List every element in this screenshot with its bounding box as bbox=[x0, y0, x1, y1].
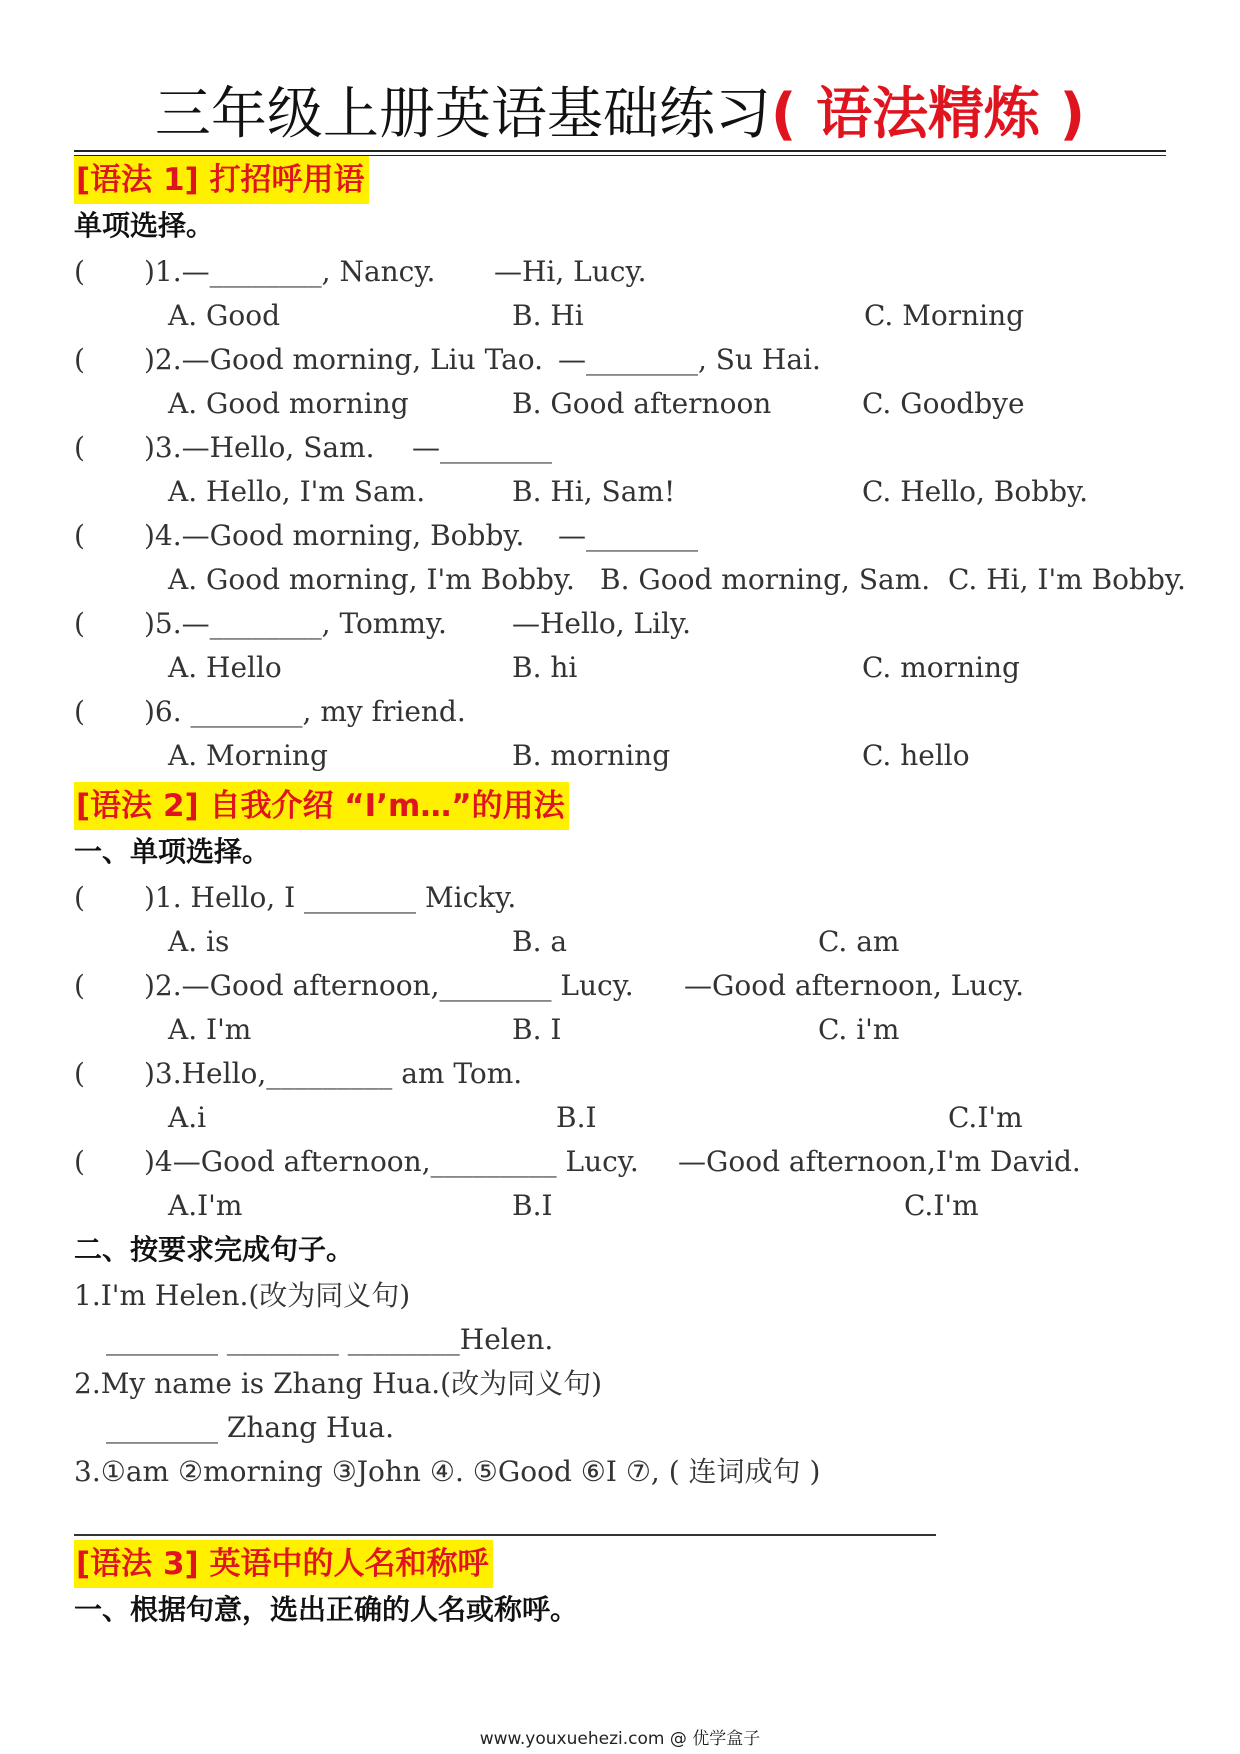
section-2-heading: [语法 2] 自我介绍 “I’m…”的用法 bbox=[74, 782, 569, 830]
q6-option-a: A. Morning bbox=[168, 739, 328, 772]
q2-paren: ( bbox=[74, 343, 85, 376]
q5-option-a: A. Hello bbox=[168, 651, 282, 684]
title-accent: ( 语法精炼 ) bbox=[770, 82, 1086, 147]
q1-paren: ( bbox=[74, 255, 85, 288]
s2-q3-paren: ( bbox=[74, 1057, 85, 1090]
s2-q4-option-a: A.I'm bbox=[168, 1189, 243, 1222]
title-underline bbox=[74, 150, 1166, 152]
s2-q1-option-a: A. is bbox=[168, 925, 230, 958]
q3-option-b: B. Hi, Sam! bbox=[512, 475, 676, 508]
q5-option-c: C. morning bbox=[862, 651, 1020, 684]
s2-q2-paren: ( bbox=[74, 969, 85, 1002]
exercise-3-prompt: 3.①am ②morning ③John ④. ⑤Good ⑥I ⑦, ( 连词成句 ) bbox=[74, 1455, 821, 1488]
exercise-1-prompt: 1.I'm Helen.(改为同义句) bbox=[74, 1279, 411, 1312]
footer-watermark: www.youxuehezi.com @ 优学盒子 bbox=[479, 1729, 761, 1749]
s2-q1-option-b: B. a bbox=[512, 925, 568, 958]
section-1-instruction: 单项选择。 bbox=[74, 209, 215, 242]
s2-q4-option-b: B.I bbox=[512, 1189, 553, 1222]
section-3-heading: [语法 3] 英语中的人名和称呼 bbox=[74, 1540, 493, 1588]
s2-q1-paren: ( bbox=[74, 881, 85, 914]
q3-paren: ( bbox=[74, 431, 85, 464]
s2-q3-option-c: C.I'm bbox=[948, 1101, 1023, 1134]
answer-line bbox=[74, 1534, 936, 1536]
q1-option-a: A. Good bbox=[168, 299, 281, 332]
q4-paren: ( bbox=[74, 519, 85, 552]
s2-q4-reply: —Good afternoon,I'm David. bbox=[678, 1145, 1081, 1178]
q5-paren: ( bbox=[74, 607, 85, 640]
section-1-heading: [语法 1] 打招呼用语 bbox=[74, 156, 369, 204]
s2-q2-option-c: C. i'm bbox=[818, 1013, 900, 1046]
q1-option-c: C. Morning bbox=[864, 299, 1025, 332]
section-3-part-1: 一、根据句意，选出正确的人名或称呼。 bbox=[74, 1593, 579, 1626]
q5-stem: )5.—________, Tommy. bbox=[144, 607, 447, 640]
q2-stem: )2.—Good morning, Liu Tao. bbox=[144, 343, 544, 376]
section-2-part-2: 二、按要求完成句子。 bbox=[74, 1233, 355, 1266]
q5-reply: —Hello, Lily. bbox=[512, 607, 692, 640]
q5-option-b: B. hi bbox=[512, 651, 578, 684]
s2-q3-stem: )3.Hello,_________ am Tom. bbox=[144, 1057, 523, 1090]
q2-option-b: B. Good afternoon bbox=[512, 387, 772, 420]
q3-option-c: C. Hello, Bobby. bbox=[862, 475, 1089, 508]
q1-option-b: B. Hi bbox=[512, 299, 584, 332]
s2-q3-option-a: A.i bbox=[168, 1101, 207, 1134]
q1-stem: )1.—________, Nancy. bbox=[144, 255, 436, 288]
q4-option-a: A. Good morning, I'm Bobby. bbox=[168, 563, 575, 596]
q6-option-c: C. hello bbox=[862, 739, 970, 772]
q4-option-b: B. Good morning, Sam. bbox=[600, 563, 931, 596]
s2-q1-option-c: C. am bbox=[818, 925, 900, 958]
title-main: 三年级上册英语基础练习 bbox=[154, 82, 771, 147]
q6-stem: )6. ________, my friend. bbox=[144, 695, 466, 728]
q4-option-c: C. Hi, I'm Bobby. bbox=[948, 563, 1186, 596]
s2-q2-option-a: A. I'm bbox=[168, 1013, 252, 1046]
exercise-2-prompt: 2.My name is Zhang Hua.(改为同义句) bbox=[74, 1367, 603, 1400]
worksheet-title bbox=[0, 80, 1240, 150]
s2-q4-paren: ( bbox=[74, 1145, 85, 1178]
section-2-part-1: 一、单项选择。 bbox=[74, 835, 271, 868]
q2-reply: —________, Su Hai. bbox=[558, 343, 821, 376]
exercise-1-blanks: ________ ________ ________Helen. bbox=[106, 1323, 554, 1356]
q6-paren: ( bbox=[74, 695, 85, 728]
q1-reply: —Hi, Lucy. bbox=[494, 255, 647, 288]
s2-q1-stem: )1. Hello, I ________ Micky. bbox=[144, 881, 517, 914]
q6-option-b: B. morning bbox=[512, 739, 671, 772]
exercise-2-blanks: ________ Zhang Hua. bbox=[106, 1411, 394, 1444]
q3-reply: —________ bbox=[412, 431, 552, 464]
q4-stem: )4.—Good morning, Bobby. bbox=[144, 519, 525, 552]
s2-q2-option-b: B. I bbox=[512, 1013, 562, 1046]
s2-q3-option-b: B.I bbox=[556, 1101, 597, 1134]
q3-stem: )3.—Hello, Sam. bbox=[144, 431, 375, 464]
s2-q4-stem: )4—Good afternoon,_________ Lucy. bbox=[144, 1145, 639, 1178]
s2-q2-reply: —Good afternoon, Lucy. bbox=[684, 969, 1025, 1002]
q2-option-a: A. Good morning bbox=[168, 387, 409, 420]
q2-option-c: C. Goodbye bbox=[862, 387, 1025, 420]
q4-reply: —________ bbox=[558, 519, 698, 552]
q3-option-a: A. Hello, I'm Sam. bbox=[168, 475, 426, 508]
s2-q4-option-c: C.I'm bbox=[904, 1189, 979, 1222]
s2-q2-stem: )2.—Good afternoon,________ Lucy. bbox=[144, 969, 634, 1002]
